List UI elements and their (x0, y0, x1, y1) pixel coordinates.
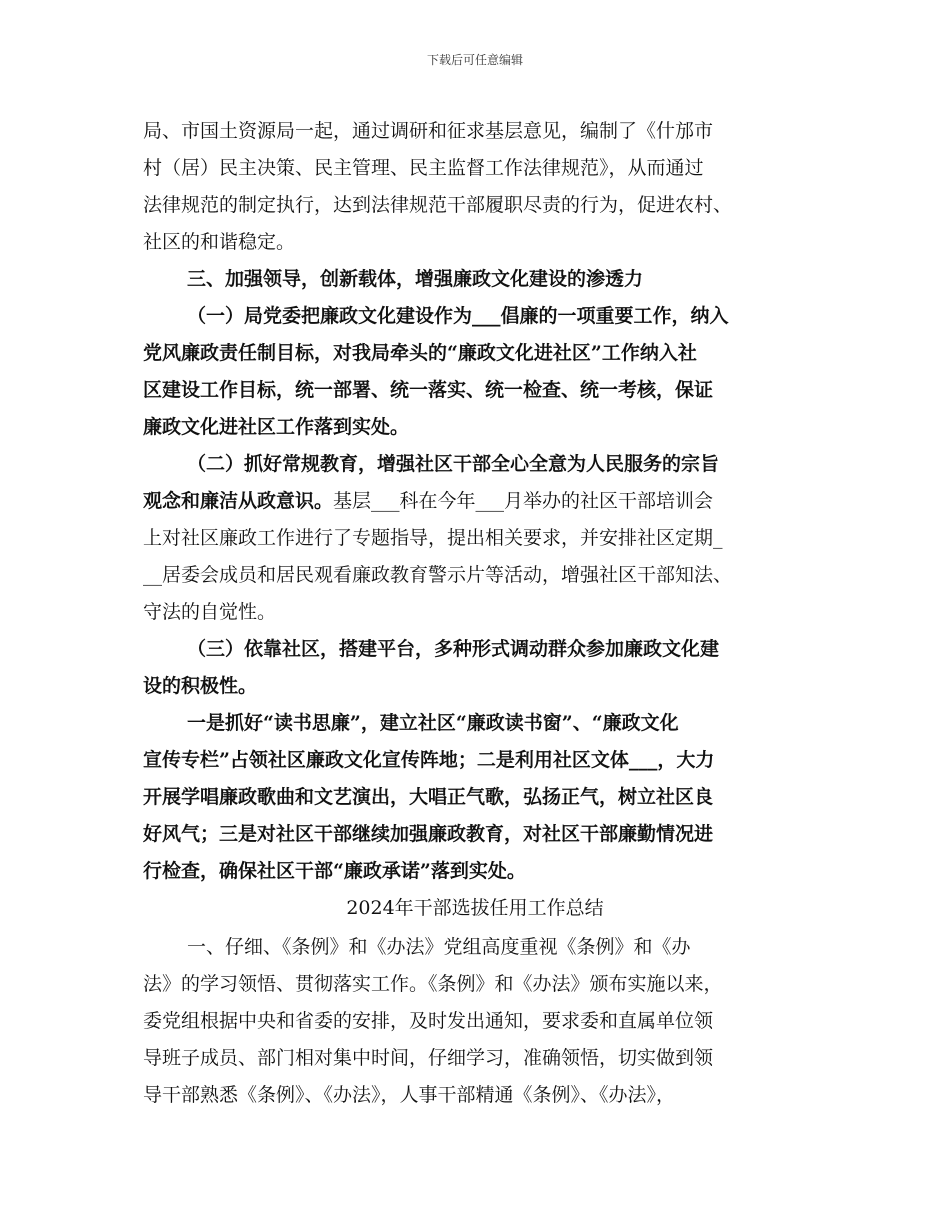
text-line: 行检查，确保社区干部“廉政承诺”落到实处。 (143, 860, 526, 882)
text-line (143, 486, 713, 513)
text-line: __居委会成员和居民观看廉政教育警示片等活动，增强社区干部知法、 (143, 564, 733, 586)
page-header: 下载后可任意编辑 (426, 53, 523, 67)
text-line: 设的积极性。 (143, 675, 258, 697)
text-line: 委党组根据中央和省委的安排，及时发出通知，要求委和直属单位领 (143, 1010, 714, 1032)
text-line: 开展学唱廉政歌曲和文艺演出，大唱正气歌，弘扬正气，树立社区良 (143, 786, 714, 808)
text-line: 一、仔细、《条例》和《办法》党组高度重视《条例》和《办 (187, 936, 691, 958)
text-line: 区建设工作目标，统一部署、统一落实、统一检查、统一考核，保证 (143, 379, 714, 401)
text-line: 村（居）民主决策、民主管理、民主监督工作法律规范》，从而通过 (143, 157, 704, 179)
text-line: 党风廉政责任制目标，对我局牵头的“廉政文化进社区”工作纳入社 (143, 342, 697, 364)
text-segment: 基层___科在今年___月举办的社区干部培训会 (333, 490, 714, 512)
text-line: （三）依靠社区，搭建平台，多种形式调动群众参加廉政文化建 (187, 638, 720, 660)
text-line: 法》的学习领悟、贯彻落实工作。《条例》和《办法》颁布实施以来， (143, 973, 723, 995)
text-line: 导干部熟悉《条例》、《办法》，人事干部精通《条例》、《办法》， (143, 1084, 676, 1106)
text-line: 法律规范的制定执行，达到法律规范干部履职尽责的行为，促进农村、 (143, 194, 733, 216)
text-line: 一是抓好“读书思廉”，建立社区“廉政读书窗”、“廉政文化 (187, 712, 679, 734)
text-line: 局、市国土资源局一起，通过调研和征求基层意见，编制了《什邡市 (143, 120, 714, 142)
text-line: 好风气；三是对社区干部继续加强廉政教育，对社区干部廉勤情况进 (143, 823, 714, 845)
text-line: 宣传专栏”占领社区廉政文化宣传阵地；二是利用社区文体___，大力 (143, 749, 715, 771)
text-line: 廉政文化进社区工作落到实处。 (143, 416, 410, 438)
text-line: 守法的自觉性。 (143, 601, 277, 623)
text-line: 上对社区廉政工作进行了专题指导，提出相关要求，并安排社区定期_ (143, 527, 723, 549)
text-line: （二）抓好常规教育，增强社区干部全心全意为人民服务的宗旨 (187, 453, 720, 475)
section-heading: 三、加强领导，创新载体，增强廉政文化建设的渗透力 (187, 268, 644, 290)
text-line: 导班子成员、部门相对集中时间，仔细学习，准确领悟，切实做到领 (143, 1047, 714, 1069)
text-line: （一）局党委把廉政文化建设作为___倡廉的一项重要工作，纳入 (187, 305, 729, 327)
text-segment-bold: 观念和廉洁从政意识。 (143, 490, 334, 512)
text-line: 社区的和谐稳定。 (143, 231, 296, 253)
document-title: 2024年干部选拔任用工作总结 (346, 897, 604, 919)
